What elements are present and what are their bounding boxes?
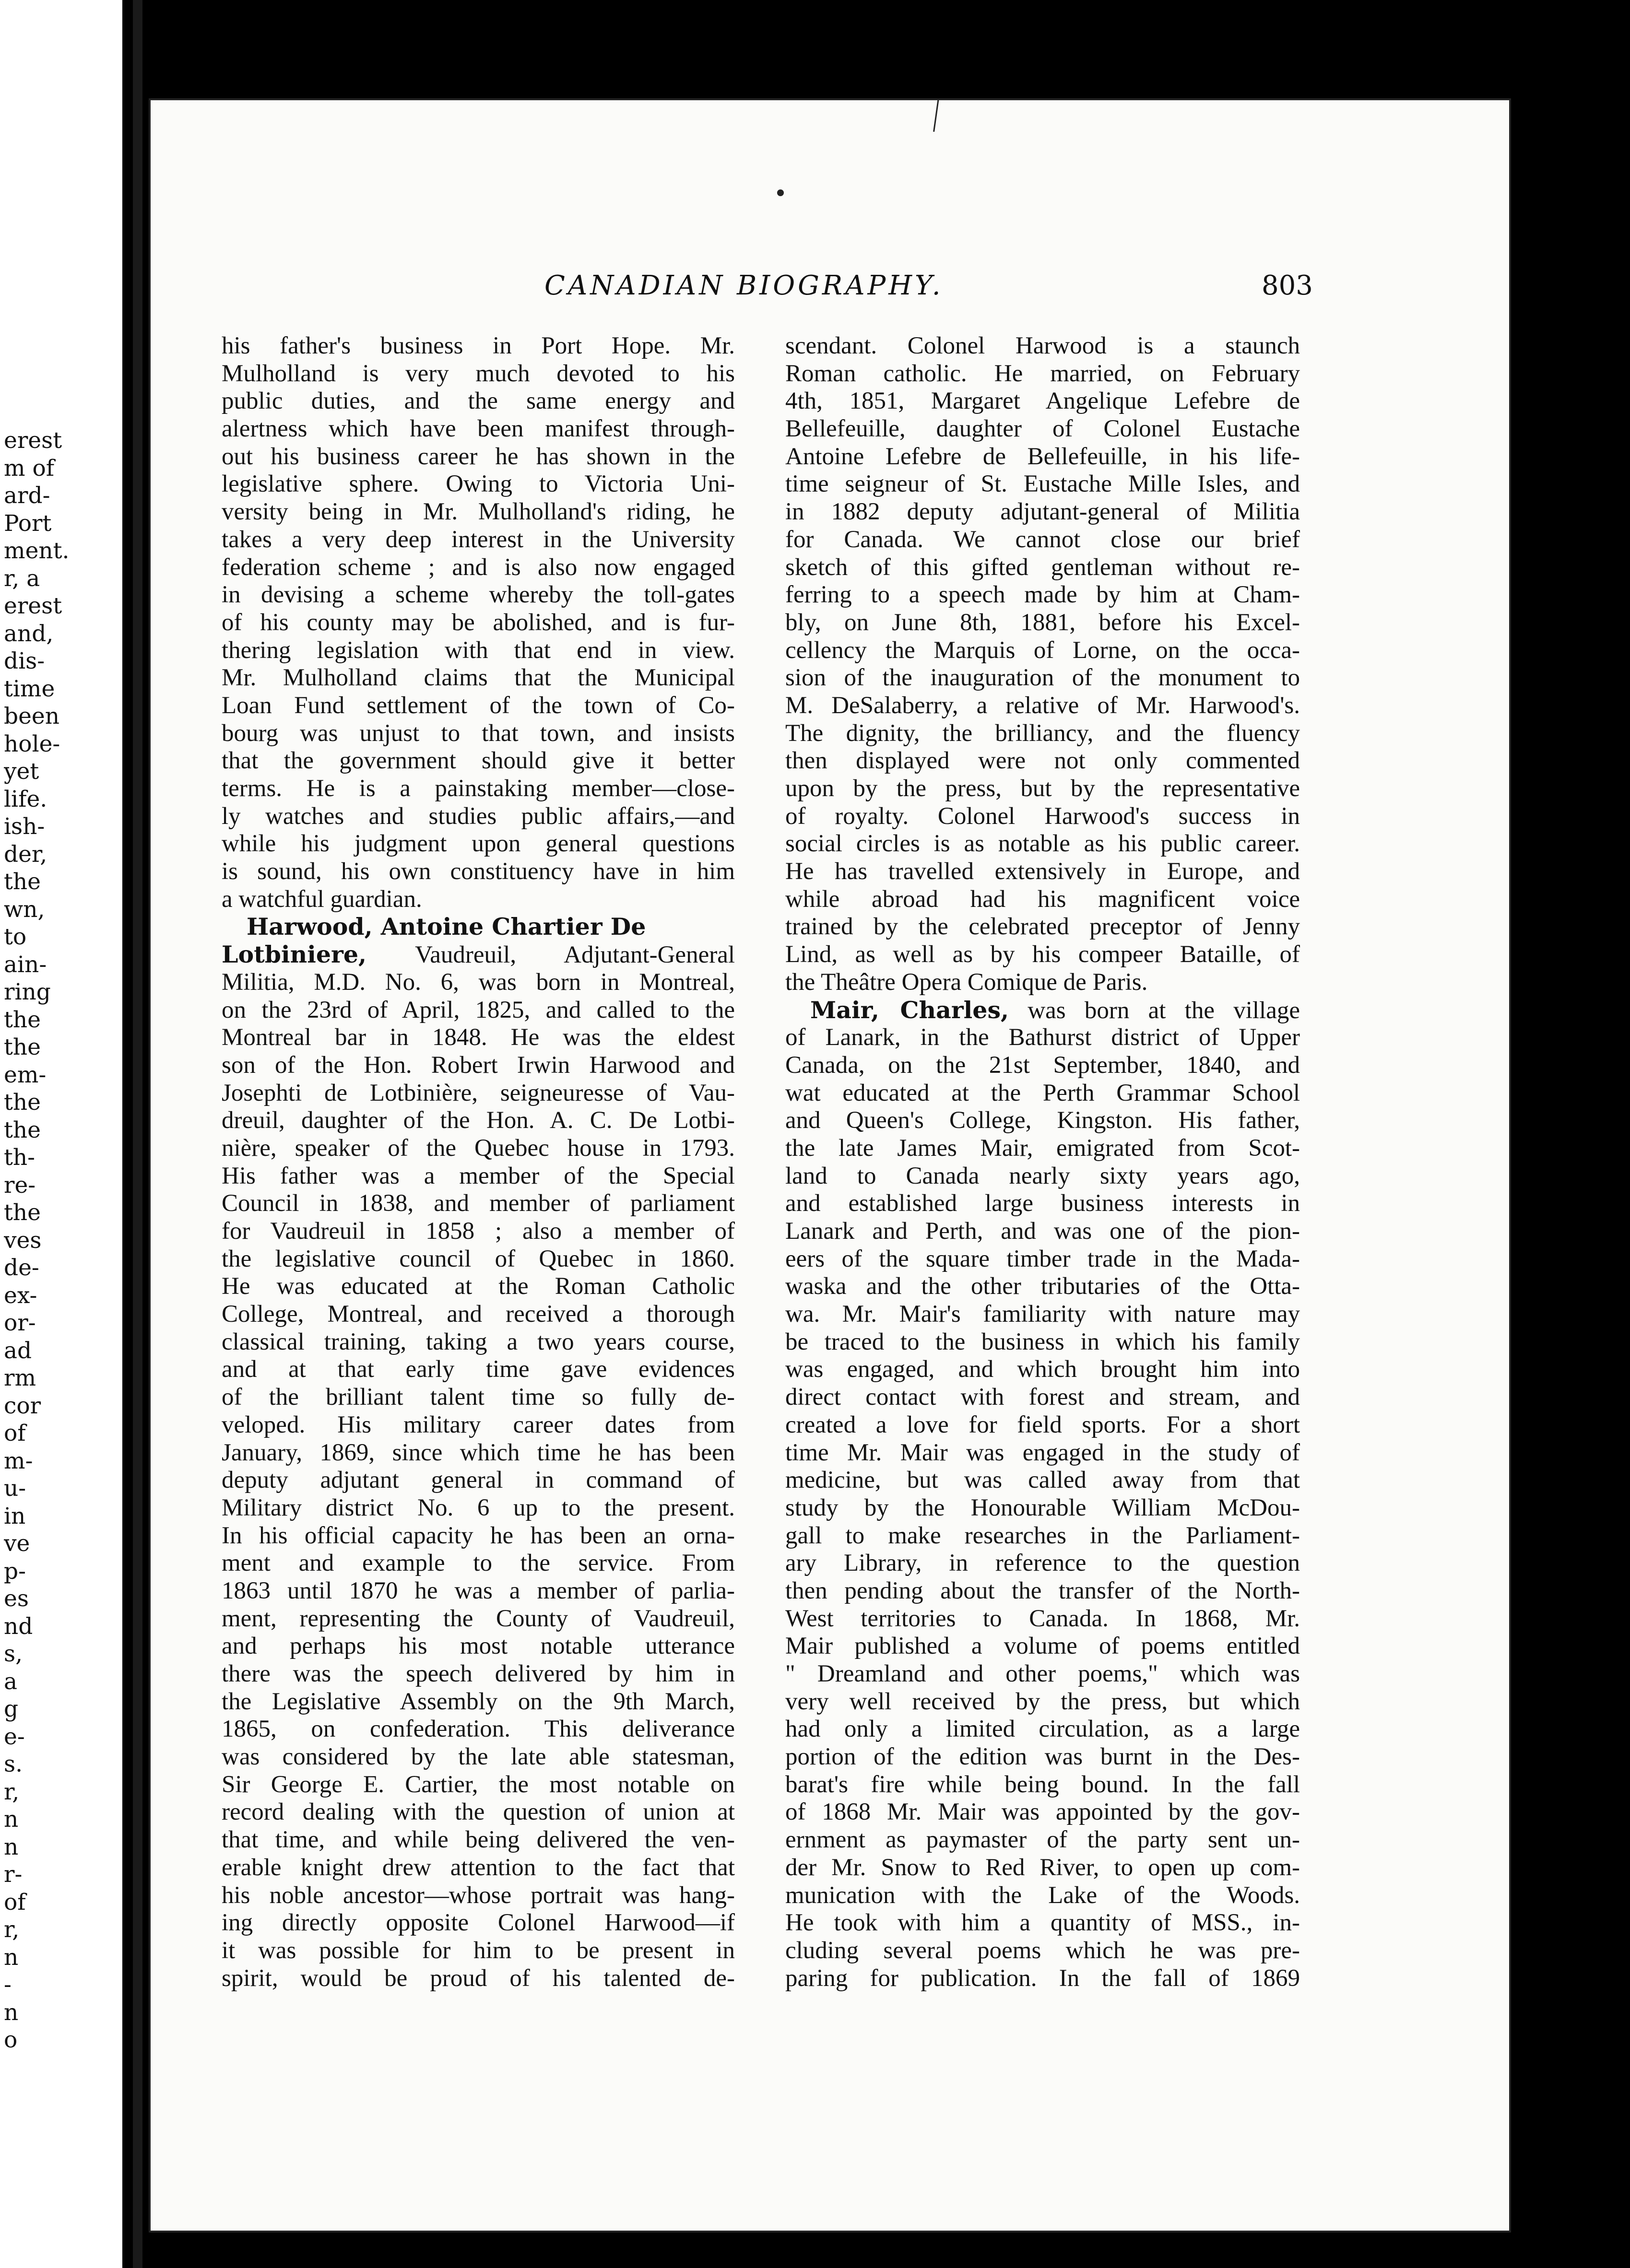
previous-page-fragment: a [4, 1668, 18, 1695]
previous-page-fragment: ad [4, 1337, 32, 1364]
text-line: munication with the Lake of the Woods. [785, 1881, 1300, 1909]
previous-page-fragment: hole- [4, 730, 60, 757]
previous-page-fragment: the [4, 869, 41, 895]
text-line: Roman catholic. He married, on February [785, 360, 1300, 387]
text-line: Mair published a volume of poems entitled [785, 1633, 1300, 1660]
text-line [785, 997, 1300, 1024]
previous-page-fragment: s. [4, 1751, 23, 1777]
text-line: a watchful guardian. [222, 885, 422, 913]
text-line: was considered by the late able statesman, [222, 1743, 735, 1771]
previous-page-margin [4, 86, 121, 2053]
text-line: Loan Fund settlement of the town of Co- [222, 692, 735, 719]
text-line: Montreal bar in 1848. He was the eldest [222, 1024, 735, 1051]
previous-page-strip [0, 0, 122, 2268]
text-line: public duties, and the same energy and [222, 388, 735, 415]
text-line: Bellefeuille, daughter of Colonel Eustache [785, 415, 1300, 443]
line-text: Vaudreuil, Adjutant-General [366, 941, 735, 969]
text-line [222, 941, 735, 969]
text-line: of Lanark, in the Bathurst district of Upper [785, 1024, 1300, 1051]
text-line: alertness which have been manifest through- [222, 415, 735, 443]
previous-page-fragment: r, [4, 1916, 20, 1943]
text-line: bly, on June 8th, 1881, before his Excel- [785, 609, 1300, 636]
previous-page-fragment: wn, [4, 896, 45, 923]
page-number: 803 [1262, 270, 1313, 301]
text-line: ly watches and studies public affairs,—and [222, 802, 735, 830]
previous-page-fragment: erest [4, 427, 62, 454]
text-line: was engaged, and which brought him into [785, 1356, 1300, 1383]
text-line: erable knight drew attention to the fact that [222, 1854, 735, 1881]
text-line: social circles is as notable as his public career. [785, 830, 1300, 858]
text-line: Mr. Mulholland claims that the Municipal [222, 664, 735, 692]
text-line: time Mr. Mair was engaged in the study of [785, 1439, 1300, 1466]
text-line: Antoine Lefebre de Bellefeuille, in his life- [785, 443, 1300, 470]
text-line: while his judgment upon general questions [222, 830, 735, 858]
text-line: nière, speaker of the Quebec house in 1793. [222, 1134, 735, 1162]
text-line: In his official capacity he has been an orna- [222, 1522, 735, 1549]
text-line: the Theâtre Opera Comique de Paris. [785, 968, 1148, 996]
previous-page-fragment: the [4, 1199, 41, 1226]
previous-page-fragment: e- [4, 1723, 25, 1750]
previous-page-fragment: m- [4, 1447, 33, 1474]
previous-page-fragment: cor [4, 1392, 41, 1419]
text-line: ing directly opposite Colonel Harwood—if [222, 1909, 735, 1937]
right-column [785, 332, 1300, 1992]
text-line [222, 913, 735, 941]
previous-page-fragment: n [4, 1944, 19, 1971]
previous-page-fragment: or- [4, 1310, 36, 1336]
text-line: deputy adjutant general in command of [222, 1467, 735, 1494]
text-line: bourg was unjust to that town, and insists [222, 719, 735, 747]
previous-page-fragment: ment. [4, 538, 70, 564]
text-line: son of the Hon. Robert Irwin Harwood and [222, 1051, 735, 1079]
text-line: of 1868 Mr. Mair was appointed by the gov- [785, 1798, 1300, 1826]
previous-page-fragment: ain- [4, 951, 47, 978]
text-line: the legislative council of Quebec in 1860. [222, 1245, 735, 1272]
text-line: out his business career he has shown in the [222, 443, 735, 470]
text-line: scendant. Colonel Harwood is a staunch [785, 332, 1300, 359]
text-line: ary Library, in reference to the question [785, 1550, 1300, 1577]
previous-page-fragment: m of [4, 455, 55, 482]
previous-page-fragment: n [4, 1806, 19, 1833]
text-line: for Canada. We cannot close our brief [785, 526, 1300, 553]
text-line: record dealing with the question of union at [222, 1798, 735, 1826]
text-line: of the brilliant talent time so fully de- [222, 1384, 735, 1411]
previous-page-fragment: ring [4, 979, 51, 1005]
previous-page-fragment: es [4, 1586, 29, 1612]
previous-page-fragment: ex- [4, 1282, 37, 1309]
text-line: then displayed were not only commented [785, 747, 1300, 775]
text-line: the Legislative Assembly on the 9th March, [222, 1688, 735, 1715]
text-line: that time, and while being delivered the ven- [222, 1826, 735, 1854]
previous-page-fragment: of [4, 1420, 26, 1446]
text-line: and established large business interests in [785, 1190, 1300, 1217]
previous-page-fragment: ve [4, 1530, 30, 1557]
text-line: and perhaps his most notable utterance [222, 1633, 735, 1660]
text-line: Militia, M.D. No. 6, was born in Montreal, [222, 968, 735, 996]
text-line: " Dreamland and other poems," which was [785, 1660, 1300, 1687]
text-line: the late James Mair, emigrated from Scot- [785, 1134, 1300, 1162]
text-line: He has travelled extensively in Europe, and [785, 858, 1300, 885]
text-line: ernment as paymaster of the party sent un- [785, 1826, 1300, 1854]
previous-page-fragment: r, [4, 1778, 20, 1805]
text-line: waska and the other tributaries of the Otta- [785, 1273, 1300, 1300]
previous-page-fragment: dis- [4, 648, 45, 674]
text-line: wat educated at the Perth Grammar School [785, 1079, 1300, 1106]
text-line: barat's fire while being bound. In the fall [785, 1771, 1300, 1798]
previous-page-fragment: nd [4, 1613, 33, 1640]
text-line: Josephti de Lotbinière, seigneuresse of Vau- [222, 1079, 735, 1106]
text-line: takes a very deep interest in the University [222, 526, 735, 553]
previous-page-fragment: and, [4, 620, 54, 647]
previous-page-fragment: r- [4, 1861, 23, 1888]
text-line: Council in 1838, and member of parliament [222, 1190, 735, 1217]
text-line: His father was a member of the Special [222, 1162, 735, 1189]
text-line: thering legislation with that end in view. [222, 636, 735, 664]
text-line: there was the speech delivered by him in [222, 1660, 735, 1687]
previous-page-fragment: g [4, 1696, 19, 1722]
text-line: 4th, 1851, Margaret Angelique Lefebre de [785, 388, 1300, 415]
text-line: West territories to Canada. In 1868, Mr. [785, 1605, 1300, 1632]
previous-page-text [4, 427, 121, 2054]
text-line: gall to make researches in the Parliament- [785, 1522, 1300, 1549]
page-dot [777, 189, 784, 196]
text-line: federation scheme ; and is also now engaged [222, 553, 735, 581]
text-line: sion of the inauguration of the monument to [785, 664, 1300, 692]
text-line: it was possible for him to be present in [222, 1937, 735, 1964]
left-column [222, 332, 735, 1992]
previous-page-fragment: o [4, 2027, 18, 2053]
text-line: classical training, taking a two years course, [222, 1328, 735, 1355]
text-line: sketch of this gifted gentleman without re- [785, 553, 1300, 581]
text-line: had only a limited circulation, as a large [785, 1716, 1300, 1743]
previous-page-fragment: de- [4, 1255, 39, 1281]
binding-shadow [133, 0, 142, 2268]
text-line: January, 1869, since which time he has been [222, 1439, 735, 1466]
text-line: The dignity, the brilliancy, and the fluency [785, 719, 1300, 747]
text-line: cluding several poems which he was pre- [785, 1937, 1300, 1964]
entry-heading: Lotbiniere, [222, 940, 367, 969]
text-line: Lanark and Perth, and was one of the pion- [785, 1218, 1300, 1245]
text-line: 1863 until 1870 he was a member of parlia- [222, 1577, 735, 1604]
text-line: veloped. His military career dates from [222, 1411, 735, 1438]
entry-heading: Harwood, Antoine Chartier De [247, 913, 646, 941]
text-line: land to Canada nearly sixty years ago, [785, 1162, 1300, 1189]
previous-page-fragment: re- [4, 1172, 36, 1199]
text-line: paring for publication. In the fall of 1869 [785, 1964, 1300, 1992]
text-line: be traced to the business in which his family [785, 1328, 1300, 1355]
text-line: very well received by the press, but which [785, 1688, 1300, 1715]
text-line: Lind, as well as by his compeer Bataille, of [785, 941, 1300, 968]
previous-page-fragment: Port [4, 510, 52, 537]
text-line: M. DeSalaberry, a relative of Mr. Harwood's. [785, 692, 1300, 719]
text-line: Military district No. 6 up to the present. [222, 1494, 735, 1521]
previous-page-fragment: in [4, 1503, 26, 1529]
text-line: He was educated at the Roman Catholic [222, 1273, 735, 1300]
text-line: 1865, on confederation. This deliverance [222, 1716, 735, 1743]
text-line: for Vaudreuil in 1858 ; also a member of [222, 1218, 735, 1245]
text-line: is sound, his own constituency have in him [222, 858, 735, 885]
text-line: then pending about the transfer of the North- [785, 1577, 1300, 1604]
previous-page-fragment: yet [4, 758, 39, 785]
text-line: on the 23rd of April, 1825, and called to the [222, 996, 735, 1023]
text-line: time seigneur of St. Eustache Mille Isles, and [785, 470, 1300, 498]
line-text: was born at the village [1009, 997, 1300, 1024]
text-line: ferring to a speech made by him at Cham- [785, 581, 1300, 609]
previous-page-fragment: the [4, 1089, 41, 1116]
text-line: College, Montreal, and received a thorough [222, 1301, 735, 1328]
previous-page-fragment: p- [4, 1558, 26, 1585]
text-line: while abroad had his magnificent voice [785, 885, 1300, 913]
text-line: portion of the edition was burnt in the Des- [785, 1743, 1300, 1771]
text-line: spirit, would be proud of his talented de- [222, 1964, 735, 1992]
previous-page-fragment: n [4, 1999, 19, 2026]
text-line: legislative sphere. Owing to Victoria Uni- [222, 470, 735, 498]
previous-page-fragment: - [4, 1972, 12, 1998]
text-line: der Mr. Snow to Red River, to open up com- [785, 1854, 1300, 1881]
text-line: Sir George E. Cartier, the most notable on [222, 1771, 735, 1798]
text-line: Canada, on the 21st September, 1840, and [785, 1051, 1300, 1079]
previous-page-fragment: the [4, 1116, 41, 1143]
text-line: of royalty. Colonel Harwood's success in [785, 802, 1300, 830]
text-line: direct contact with forest and stream, and [785, 1384, 1300, 1411]
previous-page-fragment: ard- [4, 482, 50, 509]
text-line: his father's business in Port Hope. Mr. [222, 332, 735, 359]
previous-page-fragment: to [4, 924, 27, 950]
entry-heading: Mair, Charles, [810, 996, 1009, 1024]
running-head: CANADIAN BIOGRAPHY. [544, 270, 944, 301]
previous-page-fragment: der, [4, 841, 47, 868]
text-line: in 1882 deputy adjutant-general of Militia [785, 498, 1300, 526]
previous-page-fragment: the [4, 1006, 41, 1033]
previous-page-fragment: ves [4, 1227, 42, 1254]
previous-page-fragment: s, [4, 1641, 23, 1667]
previous-page-fragment: been [4, 703, 59, 729]
text-line: and at that early time gave evidences [222, 1356, 735, 1383]
text-line: and Queen's College, Kingston. His father, [785, 1107, 1300, 1134]
book-page [149, 98, 1511, 2233]
text-line: in devising a scheme whereby the toll-gates [222, 581, 735, 609]
previous-page-fragment: u- [4, 1475, 26, 1502]
previous-page-fragment: rm [4, 1365, 36, 1391]
text-line: terms. He is a painstaking member—close- [222, 775, 735, 802]
text-line: He took with him a quantity of MSS., in- [785, 1909, 1300, 1937]
previous-page-fragment: n [4, 1833, 19, 1860]
text-line: trained by the celebrated preceptor of Jenny [785, 913, 1300, 940]
text-line: cellency the Marquis of Lorne, on the occa- [785, 636, 1300, 664]
text-line: ment, representing the County of Vaudreuil, [222, 1605, 735, 1632]
previous-page-fragment: the [4, 1034, 41, 1060]
previous-page-fragment: ish- [4, 813, 45, 840]
text-line: study by the Honourable William McDou- [785, 1494, 1300, 1521]
previous-page-fragment: erest [4, 593, 62, 619]
page-mark [933, 98, 939, 132]
previous-page-fragment: of [4, 1889, 26, 1915]
previous-page-fragment: em- [4, 1061, 47, 1088]
text-line: upon by the press, but by the representative [785, 775, 1300, 802]
text-line: Mulholland is very much devoted to his [222, 360, 735, 387]
previous-page-fragment: time [4, 675, 55, 702]
text-line: wa. Mr. Mair's familiarity with nature may [785, 1301, 1300, 1328]
text-line: medicine, but was called away from that [785, 1467, 1300, 1494]
previous-page-fragment: th- [4, 1144, 35, 1171]
text-line: his noble ancestor—whose portrait was hang- [222, 1881, 735, 1909]
text-line: eers of the square timber trade in the Mada- [785, 1245, 1300, 1272]
text-line: that the government should give it better [222, 747, 735, 775]
text-line: ment and example to the service. From [222, 1550, 735, 1577]
text-line: created a love for field sports. For a short [785, 1411, 1300, 1438]
text-line: of his county may be abolished, and is fur- [222, 609, 735, 636]
previous-page-fragment: r, a [4, 565, 40, 592]
text-line: versity being in Mr. Mulholland's riding, he [222, 498, 735, 526]
text-line: dreuil, daughter of the Hon. A. C. De Lotbi- [222, 1107, 735, 1134]
previous-page-fragment: life. [4, 786, 47, 812]
binding-gutter [122, 0, 133, 2268]
